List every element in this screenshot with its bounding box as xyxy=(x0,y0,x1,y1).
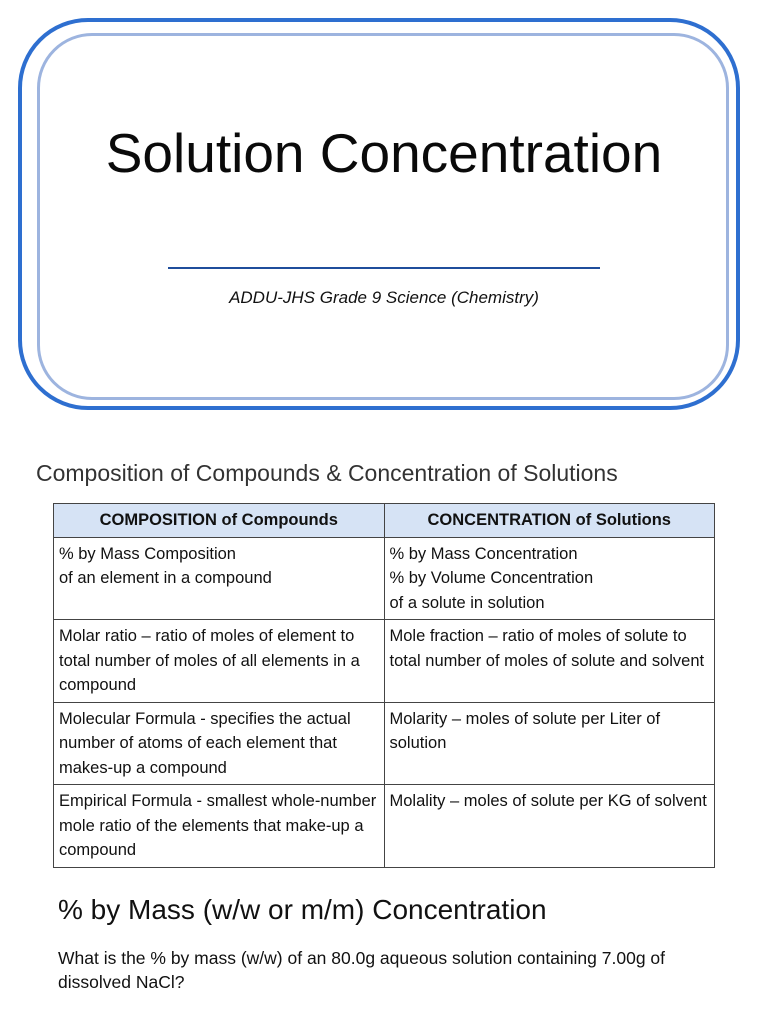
table-cell: % by Mass Concentration % by Volume Concentration of a solute in solution xyxy=(384,537,715,620)
table-header-row xyxy=(54,504,715,538)
header-composition: COMPOSITION of Compounds xyxy=(54,504,385,538)
table-cell: % by Mass Composition of an element in a compound xyxy=(54,537,385,620)
section-heading: Composition of Compounds & Concentration of Solutions xyxy=(36,460,618,486)
slide-subtitle: ADDU-JHS Grade 9 Science (Chemistry) xyxy=(229,288,539,307)
table-row xyxy=(54,620,715,703)
table-row xyxy=(54,537,715,620)
table-cell: Molecular Formula - specifies the actual number of atoms of each element that makes-up a compound xyxy=(54,702,385,785)
table-cell: Empirical Formula - smallest whole-number mole ratio of the elements that make-up a compound xyxy=(54,785,385,868)
table-row xyxy=(54,785,715,868)
table-cell: Molality – moles of solute per KG of solvent xyxy=(384,785,715,868)
table-row xyxy=(54,702,715,785)
title-divider xyxy=(168,267,600,269)
comparison-table xyxy=(53,503,715,868)
mass-concentration-heading: % by Mass (w/w or m/m) Concentration xyxy=(58,894,547,925)
practice-question: What is the % by mass (w/w) of an 80.0g aqueous solution containing 7.00g of dissolved NaCl? xyxy=(58,948,666,992)
table-cell: Molarity – moles of solute per Liter of solution xyxy=(384,702,715,785)
slide-title: Solution Concentration xyxy=(105,122,663,184)
table-cell: Molar ratio – ratio of moles of element to total number of moles of all elements in a compound xyxy=(54,620,385,703)
title-card-inner-frame xyxy=(37,33,729,400)
table-cell: Mole fraction – ratio of moles of solute to total number of moles of solute and solvent xyxy=(384,620,715,703)
header-concentration: CONCENTRATION of Solutions xyxy=(384,504,715,538)
